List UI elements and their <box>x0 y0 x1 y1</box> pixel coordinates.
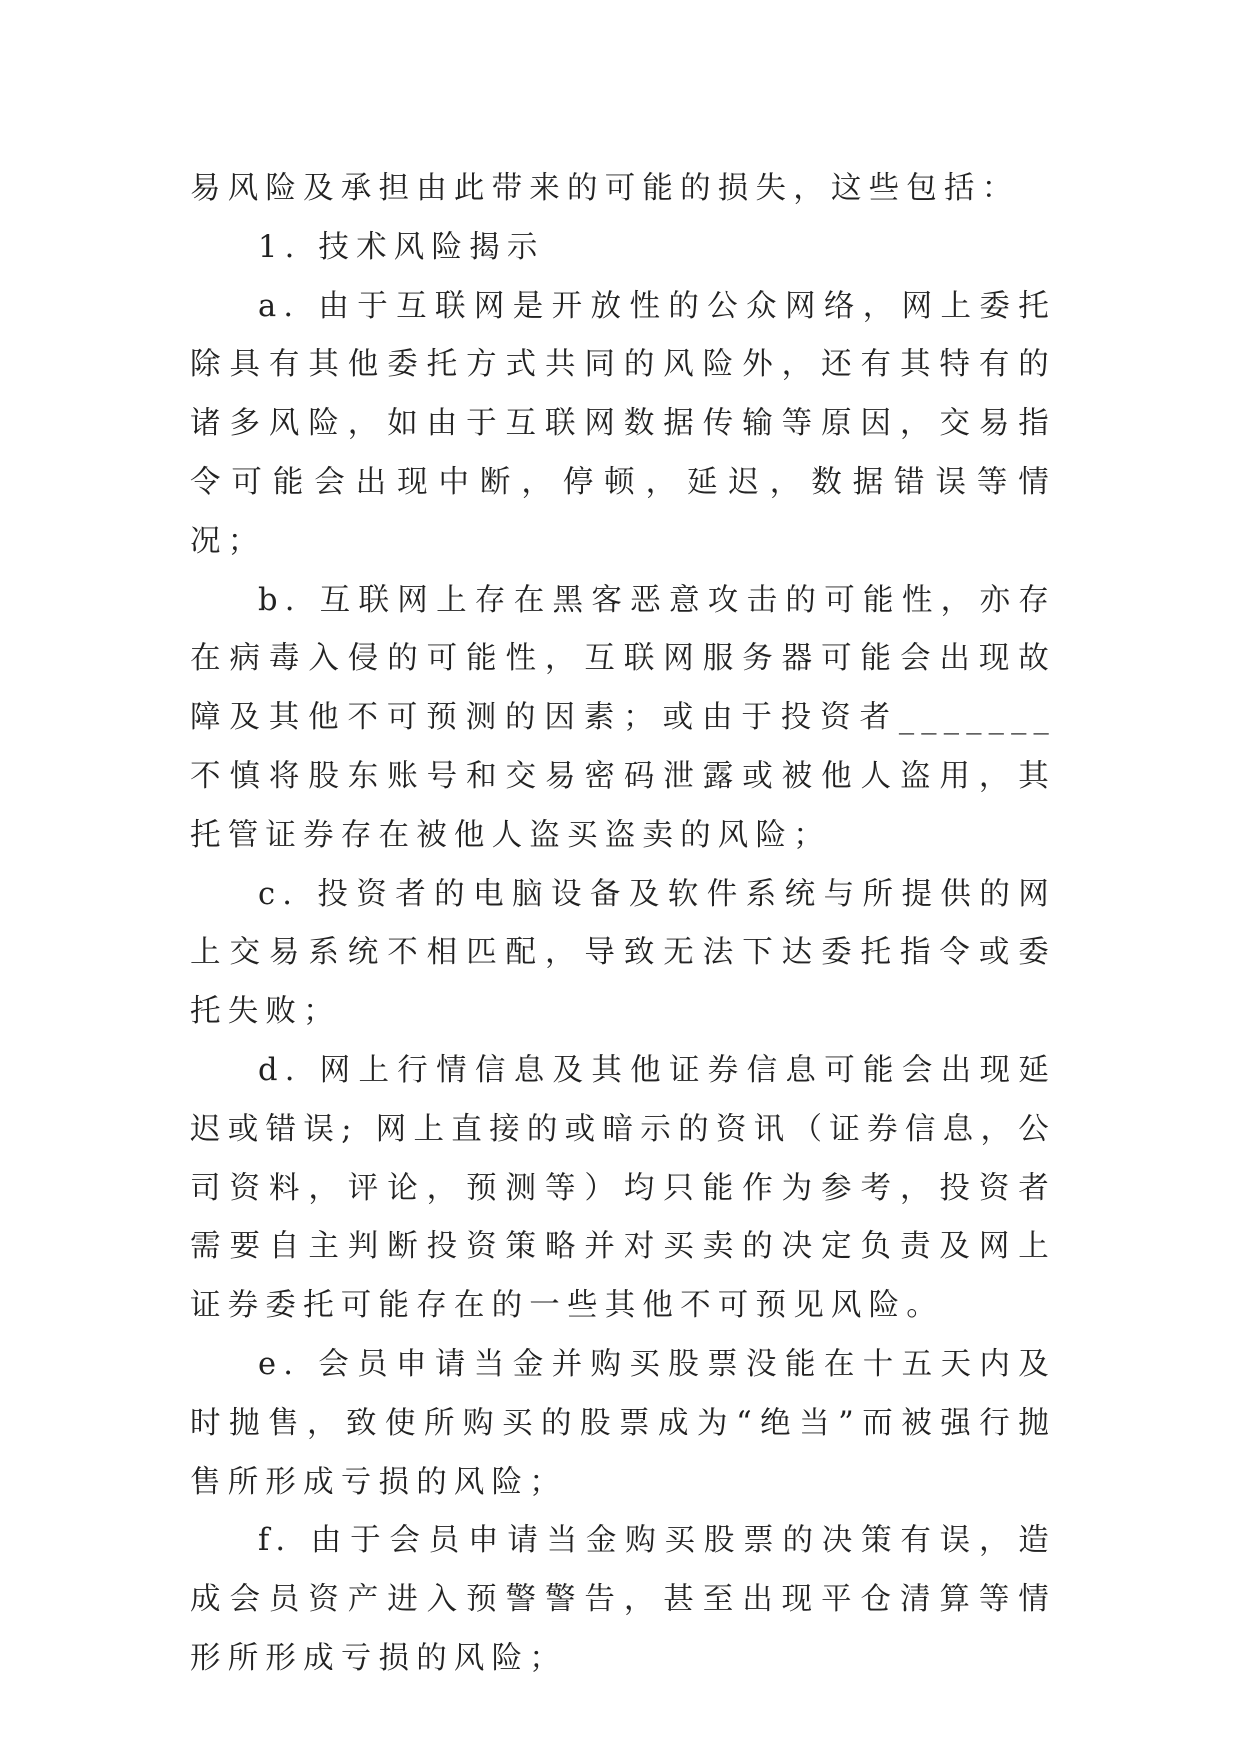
paragraph-item-a: a. 由于互联网是开放性的公众网络，网上委托除具有其他委托方式共同的风险外，还有其特有的诸多风险，如由于互联网数据传输等原因，交易指令可能会出现中断，停顿，延迟，数据错误等情况； <box>190 288 1056 559</box>
section-heading-technical-risk: 1. 技术风险揭示 <box>258 229 545 265</box>
paragraph-item-b: b. 互联网上存在黑客恶意攻击的可能性，亦存在病毒入侵的可能性，互联网服务器可能会出现故障及其他不可预测的因素；或由于投资者_______不慎将股东账号和交易密码泄露或被他人盗用，其托管证券存在被他人盗买盗卖的风险； <box>190 582 1056 853</box>
document-body <box>190 160 1056 1689</box>
paragraph-item-c: c. 投资者的电脑设备及软件系统与所提供的网上交易系统不相匹配，导致无法下达委托指令或委托失败； <box>190 876 1056 1030</box>
paragraph-item-e: e. 会员申请当金并购买股票没能在十五天内及时抛售，致使所购买的股票成为“绝当”而被强行抛售所形成亏损的风险； <box>190 1346 1056 1500</box>
paragraph-item-d: d. 网上行情信息及其他证券信息可能会出现延迟或错误; 网上直接的或暗示的资讯（证券信息，公司资料，评论，预测等）均只能作为参考，投资者需要自主判断投资策略并对买卖的决定负责及网上证券委托可能存在的一些其他不可预见风险。 <box>190 1052 1056 1324</box>
paragraph-continuation: 易风险及承担由此带来的可能的损失，这些包括： <box>190 171 1020 206</box>
paragraph-item-f: f. 由于会员申请当金购买股票的决策有误，造成会员资产进入预警警告，甚至出现平仓清算等情形所形成亏损的风险； <box>190 1523 1056 1676</box>
